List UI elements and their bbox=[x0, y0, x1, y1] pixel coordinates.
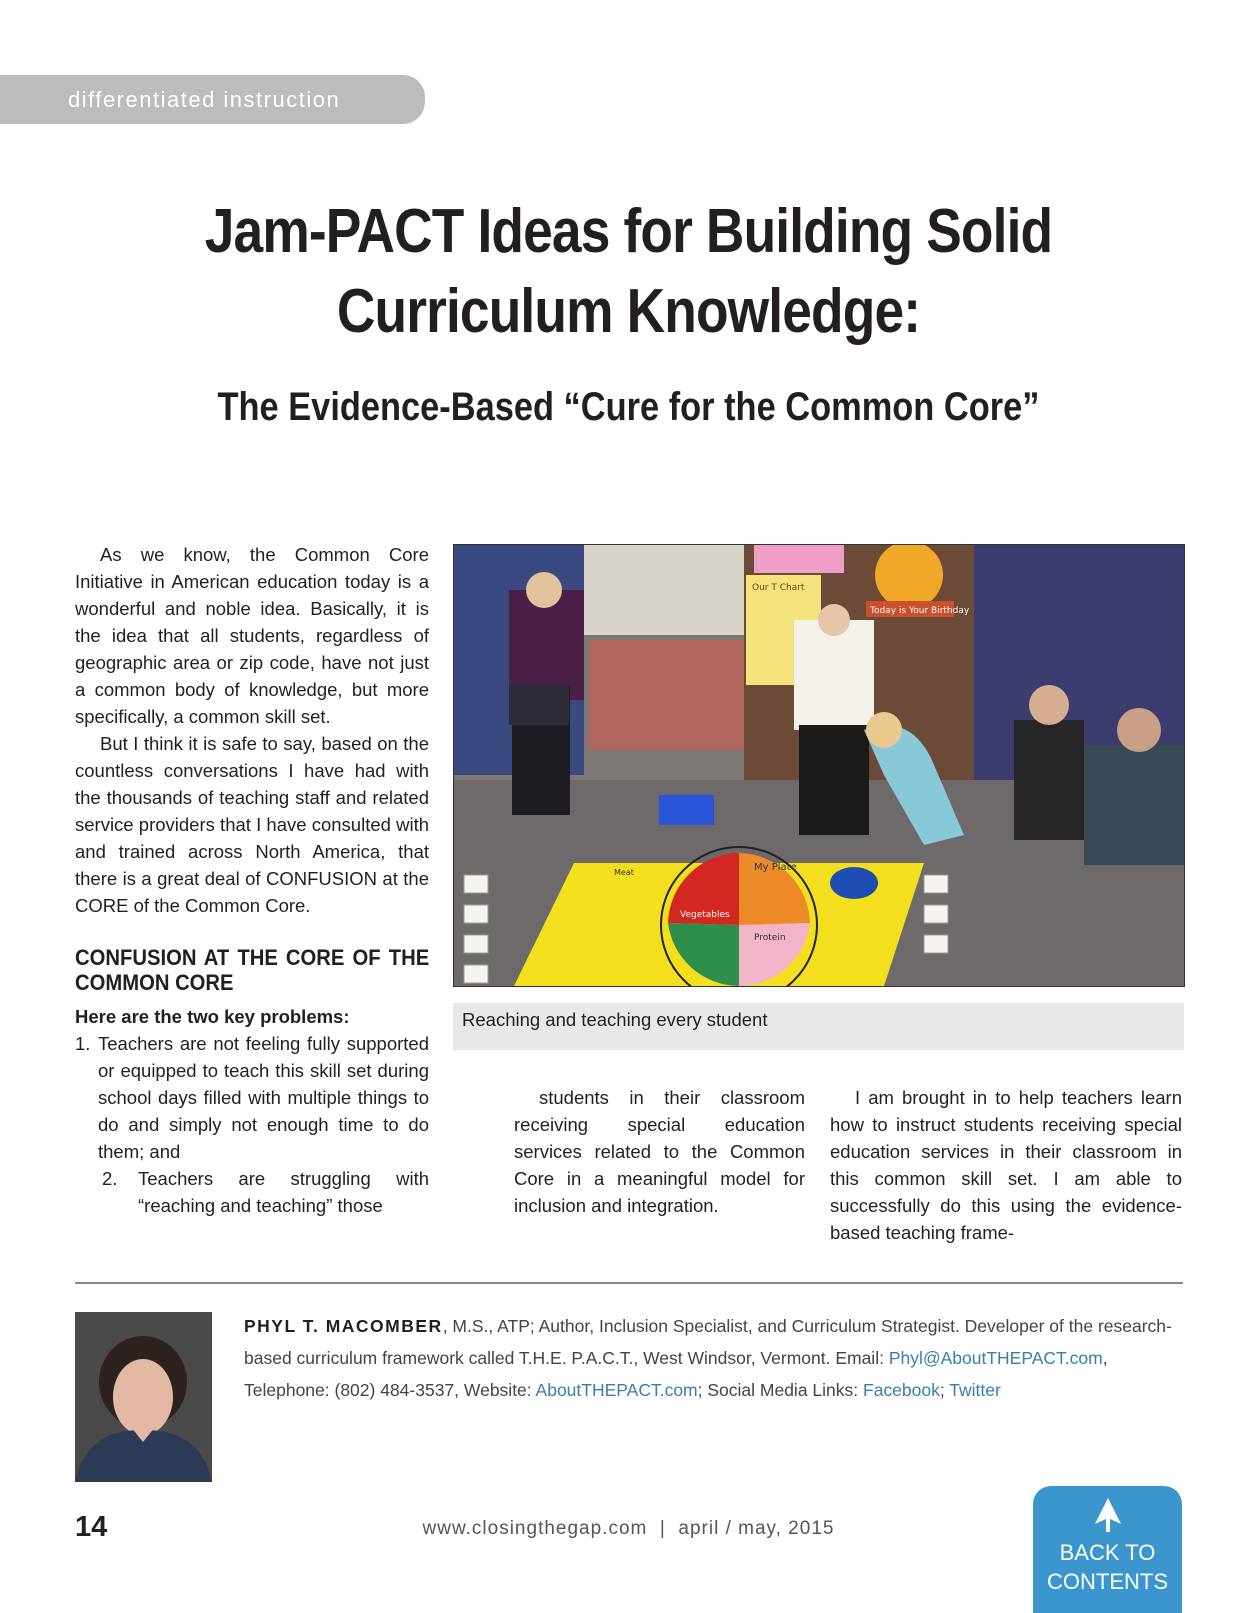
bio-divider bbox=[75, 1282, 1183, 1284]
article-title bbox=[140, 192, 1118, 352]
back-to-contents-button[interactable] bbox=[1033, 1486, 1182, 1613]
bio-separator: ; bbox=[939, 1380, 950, 1400]
protein-sign: Protein bbox=[754, 933, 786, 943]
meat-sign: Meat bbox=[614, 868, 634, 877]
column-3-text: I am brought in to help teachers learn how to instruct students receiving special education services in their classroom in this common skill set. I am able to successfully do this using the evidence-based teaching frame- bbox=[830, 1087, 1182, 1243]
classroom-illustration bbox=[454, 545, 1184, 986]
intro-paragraph-1: As we know, the Common Core Initiative in American education today is a wonderful and noble idea. Basically, it is the idea that all students, regardless of geographic area or zip code, have not just a common body of knowledge, but more specifically, a common skill set. bbox=[75, 544, 429, 727]
intro-paragraph-2: But I think it is safe to say, based on the countless conversations I have had with the thousands of teaching staff and related service providers that I have consulted with and trained across North America, that there is a great deal of CONFUSION at the CORE of the Common Core. bbox=[75, 733, 429, 916]
column-2 bbox=[514, 1084, 805, 1219]
back-label-line-1: BACK TO bbox=[1059, 1540, 1156, 1565]
author-portrait bbox=[75, 1312, 212, 1482]
footer-url: www.closingthegap.com | april / may, 2015 bbox=[422, 1518, 835, 1539]
twitter-link[interactable]: Twitter bbox=[949, 1380, 1001, 1400]
birthday-sign: Today is Your Birthday bbox=[870, 606, 970, 616]
column-3 bbox=[830, 1084, 1182, 1246]
problems-list bbox=[75, 1030, 429, 1219]
list-item bbox=[75, 1165, 429, 1219]
list-text: Teachers are struggling with “reaching and teaching” those bbox=[138, 1168, 429, 1216]
photo-caption: Reaching and teaching every student bbox=[453, 1003, 1184, 1050]
author-photo bbox=[75, 1312, 212, 1482]
facebook-link[interactable]: Facebook bbox=[863, 1380, 940, 1400]
list-text: Teachers are not feeling fully supported or equipped to teach this skill set during school days filled with multiple things to do and simply not enough time to do them; and bbox=[98, 1033, 429, 1162]
title-line-2: Curriculum Knowledge: bbox=[336, 277, 921, 346]
bio-text-1: , M.S., ATP; Author, Inclusion Specialist, and Curriculum Strategist. Developer of the research-based curriculum framework called T.H.E. P.A.C.T., West Windsor, Vermont. Email: bbox=[244, 1316, 1172, 1368]
problems-lead: Here are the two key problems: bbox=[75, 1006, 350, 1027]
title-line-1: Jam-PACT Ideas for Building Solid bbox=[204, 197, 1053, 266]
page-number: 14 bbox=[75, 1511, 108, 1543]
author-name: PHYL T. MACOMBER bbox=[244, 1316, 443, 1336]
classroom-photo bbox=[453, 544, 1185, 987]
article-subtitle: The Evidence-Based “Cure for the Common Core” bbox=[217, 385, 1040, 429]
chart-sign: Our T Chart bbox=[752, 583, 805, 593]
list-item bbox=[75, 1030, 429, 1165]
section-label: differentiated instruction bbox=[68, 87, 341, 112]
bio-text-2: , Telephone: (802) 484-3537, Website: bbox=[244, 1348, 1108, 1400]
list-number: 2. bbox=[102, 1168, 118, 1189]
author-bio bbox=[244, 1310, 1184, 1406]
bio-text-3: ; Social Media Links: bbox=[697, 1380, 863, 1400]
website-link[interactable]: AboutTHEPACT.com bbox=[535, 1380, 698, 1400]
plate-sign: My Plate bbox=[754, 862, 797, 873]
list-number: 1. bbox=[75, 1033, 91, 1054]
veg-sign: Vegetables bbox=[680, 910, 730, 920]
up-arrow-icon bbox=[1095, 1498, 1121, 1532]
column-2-text: students in their classroom receiving special education services related to the Common Core in a meaningful model for inclusion and integration. bbox=[514, 1087, 805, 1216]
back-label-line-2: CONTENTS bbox=[1047, 1569, 1168, 1594]
section-heading: CONFUSION AT THE CORE OF THE COMMON CORE bbox=[75, 945, 430, 995]
section-tab bbox=[0, 75, 425, 124]
email-link[interactable]: Phyl@AboutTHEPACT.com bbox=[888, 1348, 1103, 1368]
column-1 bbox=[75, 541, 429, 1219]
